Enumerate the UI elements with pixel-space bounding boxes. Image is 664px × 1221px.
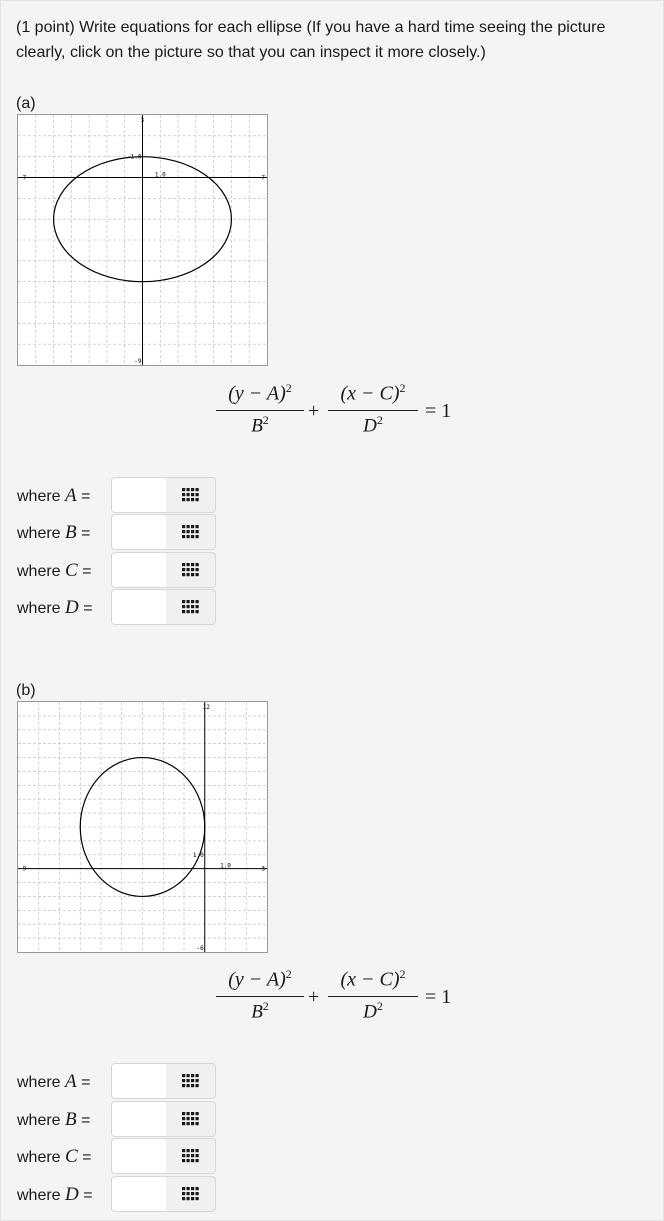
palette-grid-dot xyxy=(182,1159,185,1162)
part-b-answer-c xyxy=(16,1138,226,1174)
palette-grid-dot xyxy=(187,493,190,496)
palette-grid-dot xyxy=(196,535,199,538)
palette-grid-dot xyxy=(187,573,190,576)
palette-grid-dot xyxy=(196,568,199,571)
palette-grid-dot xyxy=(196,1197,199,1200)
palette-grid-dot xyxy=(182,1084,185,1087)
part-a-plus: + xyxy=(308,400,320,422)
answer-label: where D = xyxy=(17,597,93,618)
equation-palette-icon xyxy=(182,1149,200,1163)
palette-grid-dot xyxy=(182,568,185,571)
part-a-answer-d xyxy=(16,589,226,625)
equation-palette-icon xyxy=(182,563,200,577)
palette-grid-dot xyxy=(182,573,185,576)
palette-grid-dot xyxy=(191,1149,194,1152)
part-b-tick-label-x-unit: 1.0 xyxy=(220,862,231,870)
palette-grid-dot xyxy=(187,1112,190,1115)
part-a-graph[interactable] xyxy=(17,114,268,366)
palette-grid-dot xyxy=(182,493,185,496)
palette-grid-dot xyxy=(191,1112,194,1115)
part-a-tick-label-ymax: 3 xyxy=(140,117,145,124)
palette-grid-dot xyxy=(196,610,199,613)
answer-label: where D = xyxy=(17,1184,93,1205)
palette-grid-dot xyxy=(191,1117,194,1120)
palette-grid-dot xyxy=(191,573,194,576)
part-a-label: (a) xyxy=(16,95,36,112)
palette-grid-dot xyxy=(187,1197,190,1200)
palette-grid-dot xyxy=(191,1197,194,1200)
part-a-graph-svg xyxy=(18,115,267,365)
palette-grid-dot xyxy=(187,525,190,528)
part-b-graph-svg xyxy=(18,702,267,952)
palette-grid-dot xyxy=(191,530,194,533)
part-a-equation xyxy=(216,381,476,441)
answer-label: where A = xyxy=(17,485,91,506)
part-a-rhs: = 1 xyxy=(425,400,452,422)
palette-grid-dot xyxy=(182,563,185,566)
part-a-frac-1 xyxy=(216,381,304,437)
palette-grid-dot xyxy=(182,488,185,491)
palette-grid-dot xyxy=(187,1084,190,1087)
palette-grid-dot xyxy=(196,1187,199,1190)
palette-grid-dot xyxy=(191,498,194,501)
palette-grid-dot xyxy=(196,1122,199,1125)
part-a-den-2: D xyxy=(363,414,377,436)
palette-grid-dot xyxy=(191,1079,194,1082)
palette-grid-dot xyxy=(196,563,199,566)
part-a-exp-num-2: 2 xyxy=(399,381,406,395)
palette-grid-dot xyxy=(182,525,185,528)
palette-grid-dot xyxy=(196,498,199,501)
palette-grid-dot xyxy=(191,493,194,496)
part-b-rhs: = 1 xyxy=(425,986,452,1008)
palette-grid-dot xyxy=(182,498,185,501)
palette-grid-dot xyxy=(196,1192,199,1195)
part-a-exp-num-1: 2 xyxy=(285,381,292,395)
part-b-frac-2 xyxy=(328,967,418,1023)
palette-grid-dot xyxy=(182,610,185,613)
palette-grid-dot xyxy=(196,1154,199,1157)
part-b-b-palette-button[interactable] xyxy=(166,1101,216,1137)
palette-grid-dot xyxy=(196,605,199,608)
palette-grid-dot xyxy=(191,605,194,608)
part-b-den-1: B xyxy=(251,1000,263,1022)
part-b-b-input[interactable] xyxy=(111,1101,168,1137)
part-b-tick-label-ymax: 12 xyxy=(202,704,210,711)
palette-grid-dot xyxy=(196,525,199,528)
part-b-frac-1 xyxy=(216,967,304,1023)
part-b-c-input[interactable] xyxy=(111,1138,168,1174)
part-b-answer-b xyxy=(16,1101,226,1137)
part-a-b-palette-button[interactable] xyxy=(166,514,216,550)
part-b-den-2: D xyxy=(363,1000,377,1022)
part-a-a-palette-button[interactable] xyxy=(166,477,216,513)
palette-grid-dot xyxy=(182,1154,185,1157)
part-a-den-1: B xyxy=(251,414,263,436)
part-a-c-input[interactable] xyxy=(111,552,168,588)
equation-palette-icon xyxy=(182,600,200,614)
part-b-d-palette-button[interactable] xyxy=(166,1176,216,1212)
palette-grid-dot xyxy=(182,1117,185,1120)
part-a-a-input[interactable] xyxy=(111,477,168,513)
answer-label: where C = xyxy=(17,560,92,581)
palette-grid-dot xyxy=(196,530,199,533)
palette-grid-dot xyxy=(187,535,190,538)
part-a-tick-label-xmax: 7 xyxy=(261,174,265,182)
part-a-tick-label-y-unit: 1.0 xyxy=(130,153,142,161)
palette-grid-dot xyxy=(182,600,185,603)
part-a-num-2: (x − C) xyxy=(340,382,400,405)
part-a-c-palette-button[interactable] xyxy=(166,552,216,588)
part-b-num-1: (y − A) xyxy=(228,968,286,991)
palette-grid-dot xyxy=(182,1192,185,1195)
part-b-answer-d xyxy=(16,1176,226,1212)
equation-palette-icon xyxy=(182,1112,200,1126)
equation-palette-icon xyxy=(182,488,200,502)
palette-grid-dot xyxy=(187,1122,190,1125)
palette-grid-dot xyxy=(191,1192,194,1195)
palette-grid-dot xyxy=(191,563,194,566)
palette-grid-dot xyxy=(196,1159,199,1162)
palette-grid-dot xyxy=(196,1112,199,1115)
palette-grid-dot xyxy=(187,605,190,608)
part-b-equation xyxy=(216,967,476,1027)
part-a-answer-b xyxy=(16,514,226,550)
part-a-d-input[interactable] xyxy=(111,589,168,625)
palette-grid-dot xyxy=(191,488,194,491)
palette-grid-dot xyxy=(196,493,199,496)
palette-grid-dot xyxy=(191,600,194,603)
palette-grid-dot xyxy=(187,1187,190,1190)
equation-palette-icon xyxy=(182,525,200,539)
part-a-exp-den-2: 2 xyxy=(376,412,383,427)
part-b-a-palette-button[interactable] xyxy=(166,1063,216,1099)
answer-label: where A = xyxy=(17,1071,91,1092)
palette-grid-dot xyxy=(182,1112,185,1115)
palette-grid-dot xyxy=(182,1122,185,1125)
part-a-answer-c xyxy=(16,552,226,588)
palette-grid-dot xyxy=(187,1117,190,1120)
part-b-exp-den-1: 2 xyxy=(262,998,269,1013)
palette-grid-dot xyxy=(187,563,190,566)
part-b-answer-a xyxy=(16,1063,226,1099)
part-b-tick-label-ymin: -6 xyxy=(196,945,204,952)
palette-grid-dot xyxy=(196,1117,199,1120)
palette-grid-dot xyxy=(196,488,199,491)
part-a-d-palette-button[interactable] xyxy=(166,589,216,625)
part-b-c-palette-button[interactable] xyxy=(166,1138,216,1174)
palette-grid-dot xyxy=(196,1149,199,1152)
palette-grid-dot xyxy=(187,530,190,533)
palette-grid-dot xyxy=(182,1187,185,1190)
palette-grid-dot xyxy=(196,1079,199,1082)
part-a-b-input[interactable] xyxy=(111,514,168,550)
part-b-a-input[interactable] xyxy=(111,1063,168,1099)
palette-grid-dot xyxy=(191,1154,194,1157)
palette-grid-dot xyxy=(182,1074,185,1077)
palette-grid-dot xyxy=(182,1197,185,1200)
part-a-answer-a xyxy=(16,477,226,513)
part-b-tick-label-xmin: -9 xyxy=(19,865,27,873)
equation-palette-icon xyxy=(182,1074,200,1088)
part-a-frac-2 xyxy=(328,381,418,437)
palette-grid-dot xyxy=(191,525,194,528)
part-b-exp-num-1: 2 xyxy=(285,967,292,981)
problem-statement: (1 point) Write equations for each ellipse (If you have a hard time seeing the picture clearly, click on the picture so that you can inspect it more closely.) xyxy=(16,19,606,61)
palette-grid-dot xyxy=(187,600,190,603)
part-b-tick-label-y-unit: 1.0 xyxy=(192,851,204,859)
palette-grid-dot xyxy=(182,535,185,538)
palette-grid-dot xyxy=(191,1122,194,1125)
part-b-plus: + xyxy=(308,986,320,1008)
part-a-tick-label-xmin: -7 xyxy=(19,174,27,182)
palette-grid-dot xyxy=(196,1074,199,1077)
part-a-exp-den-1: 2 xyxy=(262,412,269,427)
palette-grid-dot xyxy=(191,535,194,538)
part-b-label: (b) xyxy=(16,682,36,699)
part-b-exp-num-2: 2 xyxy=(399,967,406,981)
part-a-num-1: (y − A) xyxy=(228,382,286,405)
part-b-d-input[interactable] xyxy=(111,1176,168,1212)
palette-grid-dot xyxy=(191,1084,194,1087)
palette-grid-dot xyxy=(187,1079,190,1082)
palette-grid-dot xyxy=(191,610,194,613)
palette-grid-dot xyxy=(191,1159,194,1162)
palette-grid-dot xyxy=(187,1159,190,1162)
palette-grid-dot xyxy=(196,1084,199,1087)
part-a-tick-label-x-unit: 1.0 xyxy=(154,171,166,179)
part-b-tick-label-xmax: 3 xyxy=(261,865,265,873)
equation-palette-icon xyxy=(182,1187,200,1201)
answer-label: where C = xyxy=(17,1146,92,1167)
part-a-tick-label-ymin: -9 xyxy=(134,358,142,365)
palette-grid-dot xyxy=(187,1149,190,1152)
part-b-graph[interactable] xyxy=(17,701,268,953)
palette-grid-dot xyxy=(182,605,185,608)
palette-grid-dot xyxy=(187,568,190,571)
palette-grid-dot xyxy=(191,1074,194,1077)
palette-grid-dot xyxy=(187,488,190,491)
part-b-exp-den-2: 2 xyxy=(376,998,383,1013)
palette-grid-dot xyxy=(191,568,194,571)
answer-label: where B = xyxy=(17,522,91,543)
palette-grid-dot xyxy=(187,1192,190,1195)
palette-grid-dot xyxy=(187,1154,190,1157)
palette-grid-dot xyxy=(196,573,199,576)
palette-grid-dot xyxy=(196,600,199,603)
answer-label: where B = xyxy=(17,1109,91,1130)
palette-grid-dot xyxy=(182,530,185,533)
part-b-num-2: (x − C) xyxy=(340,968,400,991)
palette-grid-dot xyxy=(187,498,190,501)
palette-grid-dot xyxy=(191,1187,194,1190)
palette-grid-dot xyxy=(187,1074,190,1077)
palette-grid-dot xyxy=(182,1079,185,1082)
palette-grid-dot xyxy=(182,1149,185,1152)
palette-grid-dot xyxy=(187,610,190,613)
